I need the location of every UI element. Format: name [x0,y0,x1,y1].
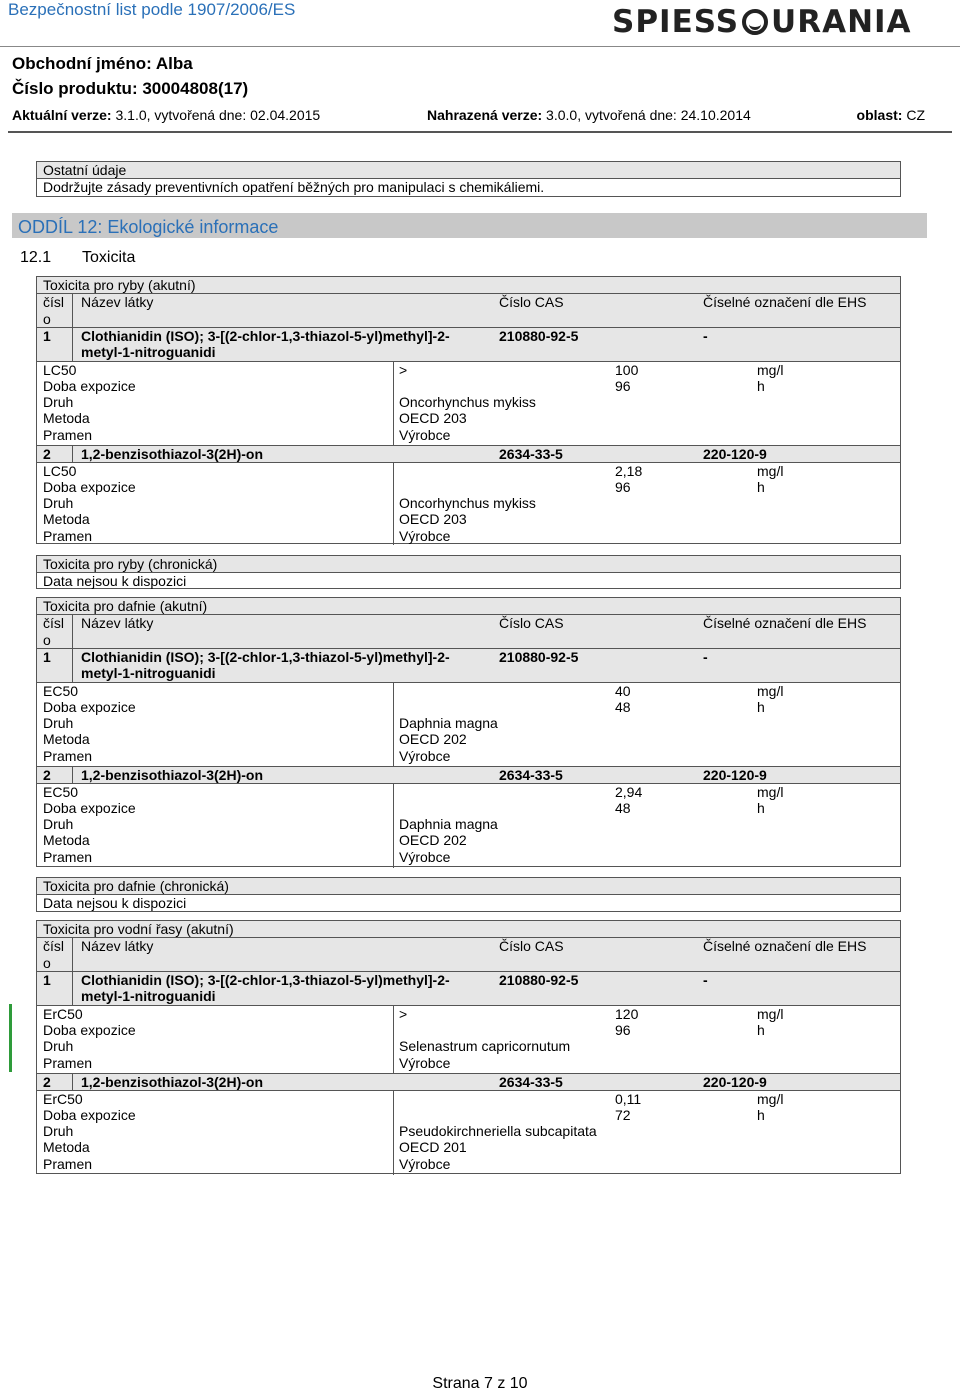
daphnia-chronic-text: Data nejsou k dispozici [43,895,187,911]
fish-chronic-text: Data nejsou k dispozici [43,573,187,589]
change-marker-bar [9,1004,12,1072]
replaced-version: Nahrazená verze: 3.0.0, vytvořená dne: 24.10.2014 [427,107,751,123]
col-name: Název látky [81,294,154,310]
daphnia-acute-table: Toxicita pro dafnie (akutní) čísl Název látky Číslo CAS Číselné označení dle EHS o 1 Clothianidin (ISO); 3-[(2-chlor-1,3-thiazol-5-yl)methyl]-2- 210880-92-5 - metyl-1-nitroguanidi EC50 40 mg/l Doba expozice 48 h Druh Daphnia magna Metoda OECD 202 Pramen Výrobce 2 1,2-benzisothiazol-3(2H)-on 2634-33-5 220-120-9 EC50 2,94 mg/l Doba expozice 48 h Druh Daphnia magna Metoda OECD 202 Pramen Výrobce [36,597,901,867]
area: oblast: CZ [856,107,925,123]
algae-acute-table: Toxicita pro vodní řasy (akutní) čísl Název látky Číslo CAS Číselné označení dle EHS o 1 Clothianidin (ISO); 3-[(2-chlor-1,3-thiazol-5-yl)methyl]-2- 210880-92-5 - metyl-1-nitroguanidi ErC50 > 120 mg/l Doba expozice 96 h Druh Selenastrum capricornutum Pramen Výrobce 2 1,2-benzisothiazol-3(2H)-on 2634-33-5 220-120-9 ErC50 0,11 mg/l Doba expozice 72 h Druh Pseudokirchneriella subcapitata Metoda OECD 201 Pramen Výrobce [36,920,901,1174]
fish-chronic-box [36,555,901,589]
daphnia-chronic-box [36,877,901,912]
page-number: Strana 7 z 10 [432,1375,528,1392]
version-info [12,107,925,125]
col-no: čísl [43,294,64,310]
table-title: Toxicita pro vodní řasy (akutní) [43,921,234,937]
trade-name: Obchodní jméno: Alba [12,54,193,73]
col-ec: Číselné označení dle EHS [703,294,867,310]
company-logo: SPIESS URANIA [612,4,912,40]
table-title: Toxicita pro dafnie (akutní) [43,598,208,614]
section-title: ODDÍL 12: Ekologické informace [12,213,927,238]
other-info-title: Ostatní údaje [37,162,900,179]
subsection-title: 12.1 Toxicita [20,249,136,266]
other-info-text: Dodržujte zásady preventivních opatření běžných pro manipulaci s chemikáliemi. [43,179,545,195]
table-title: Toxicita pro ryby (akutní) [43,277,196,293]
col-cas: Číslo CAS [499,294,564,310]
fish-chronic-title: Toxicita pro ryby (chronická) [37,556,900,573]
other-info-box [36,161,901,197]
product-number: Číslo produktu: 30004808(17) [12,79,249,98]
document-header [0,0,960,47]
current-version: Aktuální verze: 3.1.0, vytvořená dne: 02.04.2015 [12,107,321,123]
document-title: Bezpečnostní list podle 1907/2006/ES [8,0,296,19]
fish-acute-table: Toxicita pro ryby (akutní) čísl Název látky Číslo CAS Číselné označení dle EHS o 1 Clothianidin (ISO); 3-[(2-chlor-1,3-thiazol-5-yl)methyl]-2- 210880-92-5 - metyl-1-nitroguanidi LC50 > 100 mg/l Doba expozice 96 h Druh Oncorhynchus mykiss Metoda OECD 203 Pramen Výrobce 2 1,2-benzisothiazol-3(2H)-on 2634-33-5 220-120-9 LC50 2,18 mg/l Doba expozice 96 h Druh Oncorhynchus mykiss Metoda OECD 203 Pramen Výrobce [36,276,901,544]
daphnia-chronic-title: Toxicita pro dafnie (chronická) [37,878,900,895]
header-divider [8,131,952,133]
logo-ring-icon [742,9,768,35]
